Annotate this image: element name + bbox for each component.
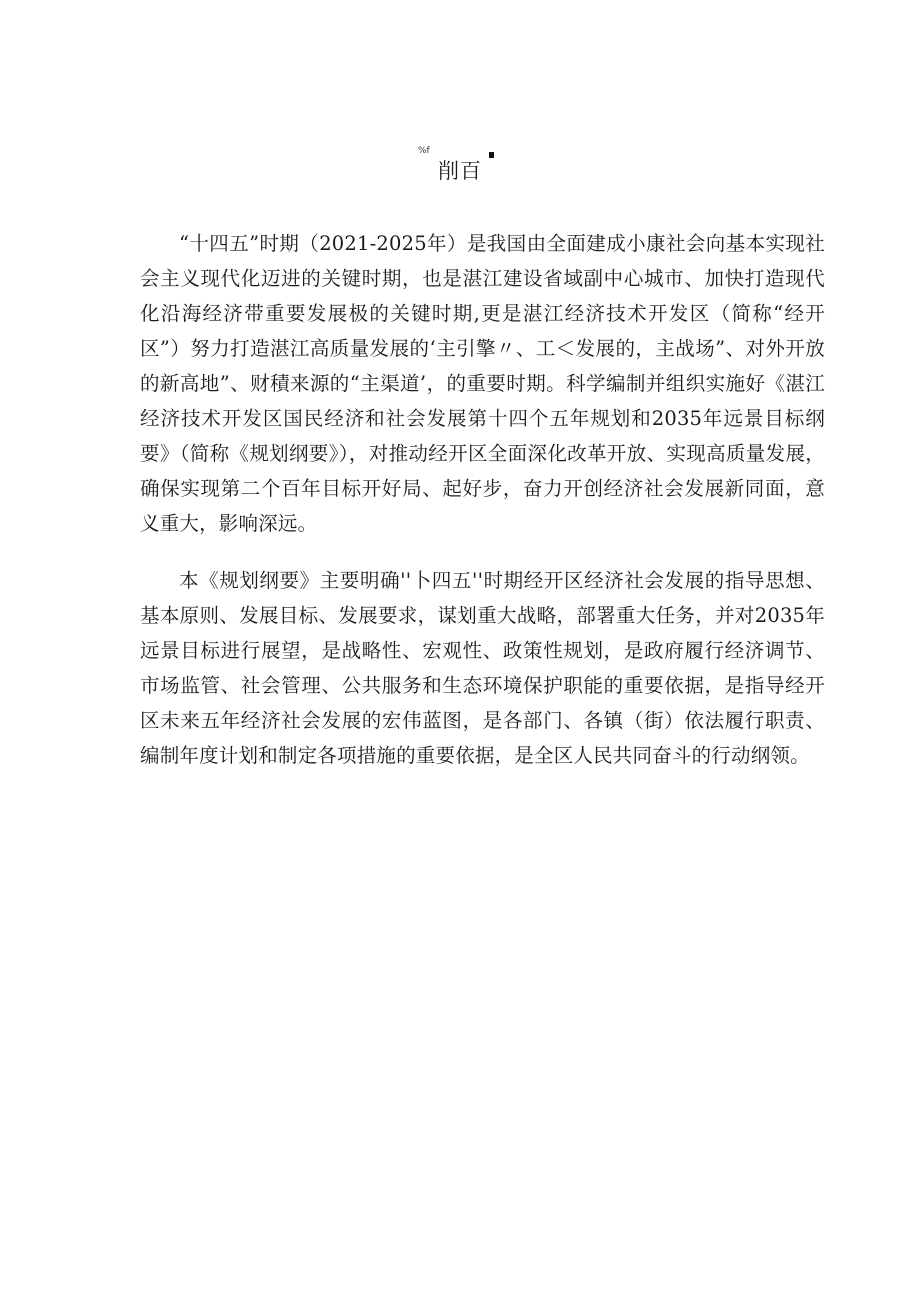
paragraph-2: 本《规划纲要》主要明确''卜四五''时期经开区经济社会发展的指导思想、基本原则、发展目标、发展要求，谋划重大战略，部署重大任务，并对2035年远景目标进行展望，是战略性、宏观性、政策性规划，是政府履行经济调节、市场监管、社会管理、公共服务和生态环境保护职能的重要依据，是指导经开区未来五年经济社会发展的宏伟蓝图，是各部门、各镇（街）依法履行职责、编制年度计划和制定各项措施的重要依据，是全区人民共同奋斗的行动纲领。 (140, 569, 825, 767)
body-text (140, 226, 825, 795)
heading-inner (418, 146, 482, 186)
heading-dot-mark (489, 152, 494, 158)
page-title: 削百 (438, 159, 482, 183)
heading-mark: %f (418, 146, 430, 156)
heading-block (0, 146, 920, 186)
paragraph-1: “十四五”时期（2021-2025年）是我国由全面建成小康社会向基本实现社会主义现代化迈进的关键时期，也是湛江建设省域副中心城市、加快打造现代化沿海经济带重要发展极的关键时期,更是湛江经济技术开发区（简称“经开区”）努力打造湛江高质量发展的‘主引擎〃、工＜发展的，主战场”、对外开放的新高地”、财積来源的“主渠道’，的重要时期。科学编制并组织实施好《湛江经济技术开发区国民经济和社会发展第十四个五年规划和2035年远景目标纲要》（简称《规划纲要》），对推动经开区全面深化改革开放、实现高质量发展，确保实现第二个百年目标开好局、起好步，奋力开创经济社会发展新同面，意义重大，影响深远。 (140, 232, 825, 535)
